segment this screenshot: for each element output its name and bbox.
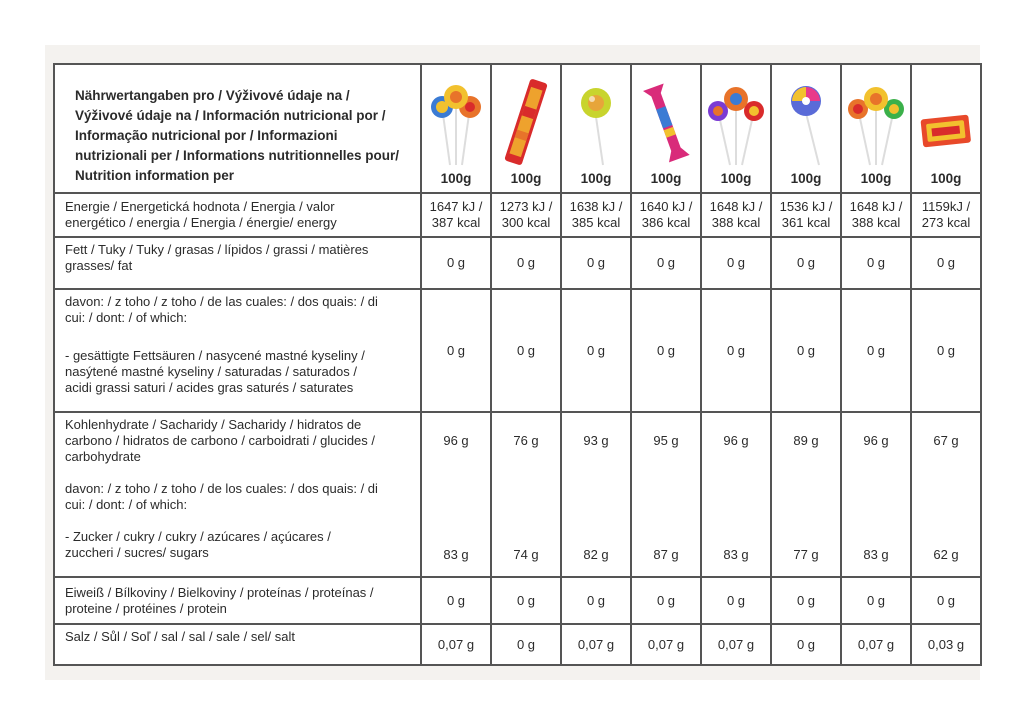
protein-label-line: proteine / protéines / protein: [65, 600, 227, 616]
energy-kj: 1648 kJ /: [849, 199, 903, 214]
of-which-line: cui: / dont: / of which:: [65, 497, 188, 512]
saturates-row: [54, 289, 981, 412]
salt-value: 0,07 g: [841, 624, 911, 665]
header-label-line: nutrizionali per / Informations nutritionnelles pour/: [75, 148, 400, 163]
fat-row: [54, 237, 981, 289]
product-column-4: [631, 64, 701, 193]
product-size: 100g: [790, 171, 822, 186]
product-size: 100g: [650, 171, 682, 186]
fat-value: 0 g: [701, 237, 771, 289]
protein-value: 0 g: [771, 577, 841, 624]
swirl-lollipop-icon: [772, 74, 840, 170]
sugar-value: 62 g: [933, 547, 959, 562]
energy-kcal: 387 kcal: [431, 215, 481, 230]
product-size: 100g: [930, 171, 962, 186]
protein-label: [54, 577, 421, 624]
protein-label-line: Eiweiß / Bílkoviny / Bielkoviny / proteínas / proteínas /: [65, 584, 374, 600]
fat-value: 0 g: [771, 237, 841, 289]
chupa-sachet-icon: [632, 74, 700, 170]
carbohydrate-value: 76 g: [513, 433, 539, 448]
carbohydrate-cell: [841, 412, 911, 577]
energy-value: [841, 193, 911, 237]
single-lollipop-icon: [562, 74, 630, 170]
sugar-value: 77 g: [793, 547, 819, 562]
sugar-label-line: zuccheri / sucres/ sugars: [65, 545, 209, 560]
of-which-line: cui: / dont: / of which:: [65, 310, 188, 325]
carbohydrate-row: [54, 412, 981, 577]
saturates-label: [54, 289, 421, 412]
carbohydrate-cell: [491, 412, 561, 577]
lollipop-bunch-icon: [842, 74, 910, 170]
sugar-value: 83 g: [723, 547, 749, 562]
fat-value: 0 g: [491, 237, 561, 289]
salt-value: 0,07 g: [421, 624, 491, 665]
saturates-label-line: nasýtené mastné kyseliny / saturadas / saturados /: [65, 364, 357, 379]
saturates-value: 0 g: [561, 289, 631, 412]
fat-value: 0 g: [841, 237, 911, 289]
energy-kcal: 361 kcal: [781, 215, 831, 230]
product-size: 100g: [860, 171, 892, 186]
energy-label: [54, 193, 421, 237]
saturates-value: 0 g: [631, 289, 701, 412]
energy-kcal: 388 kcal: [851, 215, 901, 230]
saturates-value: 0 g: [701, 289, 771, 412]
salt-value: 0 g: [491, 624, 561, 665]
candy-stick-pack-icon: [492, 74, 560, 170]
carbohydrate-label: [54, 412, 421, 577]
header-label-line: Výživové údaje na / Información nutricional por /: [75, 108, 386, 123]
energy-kcal: 388 kcal: [711, 215, 761, 230]
fat-value: 0 g: [911, 237, 981, 289]
header-label-line: Nutrition information per: [75, 168, 234, 183]
energy-kcal: 273 kcal: [921, 215, 971, 230]
carbohydrate-value: 96 g: [443, 433, 469, 448]
product-size: 100g: [580, 171, 612, 186]
saturates-value: 0 g: [421, 289, 491, 412]
header-label-line: Informação nutricional por / Informazioni: [75, 128, 338, 143]
energy-kj: 1640 kJ /: [639, 199, 693, 214]
saturates-label-line: - gesättigte Fettsäuren / nasycené mastné kyseliny /: [65, 348, 365, 363]
carbohydrate-value: 89 g: [793, 433, 819, 448]
energy-kj: 1648 kJ /: [709, 199, 763, 214]
carbohydrate-value: 96 g: [863, 433, 889, 448]
salt-row: [54, 624, 981, 665]
carbohydrate-value: 96 g: [723, 433, 749, 448]
fat-value: 0 g: [631, 237, 701, 289]
sugar-value: 82 g: [583, 547, 609, 562]
product-size: 100g: [720, 171, 752, 186]
protein-value: 0 g: [911, 577, 981, 624]
saturates-value: 0 g: [491, 289, 561, 412]
fat-value: 0 g: [421, 237, 491, 289]
salt-label-line: Salz / Sůl / Soľ / sal / sal / sale / sel/ salt: [65, 629, 295, 644]
protein-row: [54, 577, 981, 624]
energy-label-line: energético / energia / Energia / énergie/ energy: [65, 215, 337, 230]
energy-row: [54, 193, 981, 237]
carbohydrate-label-line: carbohydrate: [65, 449, 141, 464]
energy-label-line: Energie / Energetická hodnota / Energia / valor: [65, 199, 335, 214]
protein-value: 0 g: [631, 577, 701, 624]
carbohydrate-cell: [421, 412, 491, 577]
header-label: [54, 64, 421, 193]
salt-value: 0,03 g: [911, 624, 981, 665]
fat-value: 0 g: [561, 237, 631, 289]
product-column-7: [841, 64, 911, 193]
energy-value: [911, 193, 981, 237]
energy-value: [771, 193, 841, 237]
saturates-value: 0 g: [771, 289, 841, 412]
energy-kj: 1536 kJ /: [779, 199, 833, 214]
energy-value: [701, 193, 771, 237]
header-label-line: Nährwertangaben pro / Výživové údaje na /: [75, 88, 350, 103]
protein-value: 0 g: [701, 577, 771, 624]
carbohydrate-label-line: Kohlenhydrate / Sacharidy / Sacharidy / hidratos de: [65, 417, 362, 432]
energy-kcal: 385 kcal: [571, 215, 621, 230]
carbohydrate-value: 93 g: [583, 433, 609, 448]
protein-value: 0 g: [841, 577, 911, 624]
sugar-value: 83 g: [863, 547, 889, 562]
of-which-line: davon: / z toho / z toho / de los cuales: / dos quais: / di: [65, 481, 378, 496]
energy-value: [491, 193, 561, 237]
lollipop-bunch-icon: [422, 74, 490, 170]
carbohydrate-value: 67 g: [933, 433, 959, 448]
carbohydrate-value: 95 g: [653, 433, 679, 448]
of-which-line: davon: / z toho / z toho / de las cuales: / dos quais: / di: [65, 294, 378, 309]
fat-label: [54, 237, 421, 289]
product-column-1: [421, 64, 491, 193]
energy-kj: 1159kJ /: [921, 199, 971, 214]
product-column-6: [771, 64, 841, 193]
energy-kcal: 300 kcal: [501, 215, 551, 230]
salt-value: 0 g: [771, 624, 841, 665]
energy-kj: 1638 kJ /: [569, 199, 623, 214]
salt-label: [54, 624, 421, 665]
carbohydrate-cell: [561, 412, 631, 577]
energy-kj: 1647 kJ /: [429, 199, 483, 214]
carbohydrate-cell: [631, 412, 701, 577]
carbohydrate-cell: [771, 412, 841, 577]
crazy-dips-pack-icon: [912, 74, 980, 170]
product-column-2: [491, 64, 561, 193]
energy-value: [421, 193, 491, 237]
fat-label-line: grasses/ fat: [65, 258, 133, 273]
saturates-value: 0 g: [911, 289, 981, 412]
sugar-value: 83 g: [443, 547, 469, 562]
sugar-value: 87 g: [653, 547, 679, 562]
sugar-value: 74 g: [513, 547, 539, 562]
product-column-8: [911, 64, 981, 193]
product-size: 100g: [510, 171, 542, 186]
product-column-3: [561, 64, 631, 193]
carbohydrate-label-line: carbono / hidratos de carbono / carboidrati / glucides /: [65, 433, 376, 448]
salt-value: 0,07 g: [561, 624, 631, 665]
protein-value: 0 g: [561, 577, 631, 624]
nutrition-table: [53, 63, 982, 666]
sugar-label-line: - Zucker / cukry / cukry / azúcares / açúcares /: [65, 529, 331, 544]
protein-value: 0 g: [421, 577, 491, 624]
salt-value: 0,07 g: [631, 624, 701, 665]
carbohydrate-cell: [911, 412, 981, 577]
saturates-label-line: acidi grassi saturi / acides gras saturés / saturates: [65, 380, 354, 395]
energy-kcal: 386 kcal: [641, 215, 691, 230]
energy-kj: 1273 kJ /: [499, 199, 553, 214]
protein-value: 0 g: [491, 577, 561, 624]
energy-value: [631, 193, 701, 237]
product-column-5: [701, 64, 771, 193]
energy-value: [561, 193, 631, 237]
carbohydrate-cell: [701, 412, 771, 577]
lollipop-bunch-icon: [702, 74, 770, 170]
header-row: [54, 64, 981, 193]
salt-value: 0,07 g: [701, 624, 771, 665]
fat-label-line: Fett / Tuky / Tuky / grasas / lípidos / grassi / matières: [65, 242, 369, 257]
saturates-value: 0 g: [841, 289, 911, 412]
product-size: 100g: [440, 171, 472, 186]
